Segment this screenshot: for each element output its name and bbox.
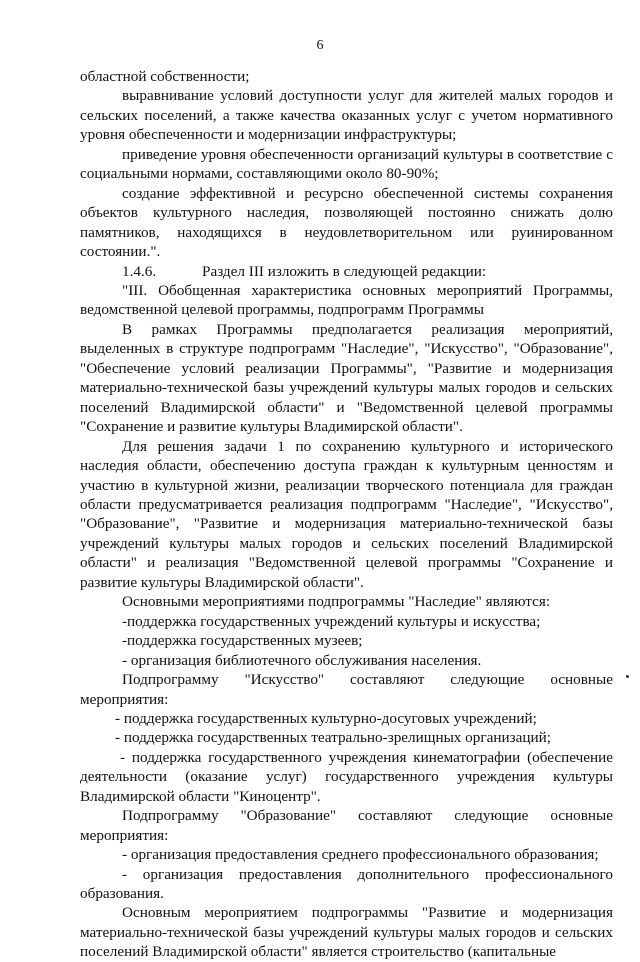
paragraph: областной собственности; (80, 68, 250, 85)
scan-speck (626, 675, 629, 678)
list-item: -поддержка государственных учреждений культуры и искусства; (122, 612, 541, 630)
paragraph: Основным мероприятием подпрограммы "Развитие и модернизация материально-технической базы учреждений культуры малых городов и сельских поселений Владимирской области" является строительство (капитальные (80, 904, 613, 961)
list-item: - поддержка государственных культурно-досуговых учреждений; (115, 709, 537, 727)
section-title: "III. Обобщенная характеристика основных мероприятий Программы, ведомственной целевой программы, подпрограмм Программы (80, 281, 613, 319)
list-item: - организация библиотечного обслуживания населения. (122, 651, 482, 669)
list-item: - поддержка государственного учреждения кинематографии (обеспечение деятельности (оказание услуг) государственного учреждения культуры Владимирской области "Киноцентр". (80, 748, 613, 805)
paragraph: выравнивание условий доступности услуг для жителей малых городов и сельских поселений, а также качества оказанных услуг с учетом нормативного уровня обеспеченности и модернизации инфраструктуры; (80, 87, 613, 144)
paragraph: Подпрограмму "Искусство" составляют следующие основные мероприятия: (80, 671, 613, 708)
paragraph: создание эффективной и ресурсно обеспеченной системы сохранения объектов культурного наследия, позволяющей постоянно снижать долю памятников, находящихся в неудовлетворительном или руинированном состоянии.". (80, 184, 613, 261)
paragraph: Для решения задачи 1 по сохранению культурного и исторического наследия области, обеспечению доступа граждан к культурным ценностям и участию в культурной жизни, реализации творческого потенциала для граждан области предусматривается реализация подпрограмм "Наследие", "Искусство", "Образование", "Развитие и модернизация материально-технической базы учреждений культуры малых городов и сельских поселений Владимирской области" и реализация "Ведомственной целевой программы "Сохранение и развитие культуры Владимирской области". (80, 437, 613, 591)
list-item: -поддержка государственных музеев; (122, 632, 363, 650)
list-item: - организация предоставления дополнительного профессионального образования. (80, 865, 613, 903)
section-number: 1.4.6. (122, 262, 157, 280)
section-heading (80, 262, 613, 281)
list-item: - поддержка государственных театрально-зрелищных организаций; (115, 729, 551, 747)
paragraph: В рамках Программы предполагается реализация мероприятий, выделенных в структуре подпрограмм "Наследие", "Искусство", "Образование", "Обеспечение условий реализации Программы", "Развитие и модернизация материально-технической базы учреждений культуры малых городов и сельских поселений Владимирской области" и "Ведомственной целевой программы "Сохранение и развитие культуры Владимирской области". (80, 320, 613, 436)
page-number: 6 (316, 38, 324, 53)
paragraph: приведение уровня обеспеченности организаций культуры в соответствие с социальными нормами, составляющими около 80-90%; (80, 145, 613, 183)
section-heading-text: Раздел III изложить в следующей редакции: (202, 262, 487, 280)
paragraph: Подпрограмму "Образование" составляют следующие основные мероприятия: (80, 807, 613, 844)
paragraph: Основными мероприятиями подпрограммы "Наследие" являются: (122, 593, 551, 611)
document-body (80, 67, 613, 962)
list-item: - организация предоставления среднего профессионального образования; (122, 846, 599, 864)
